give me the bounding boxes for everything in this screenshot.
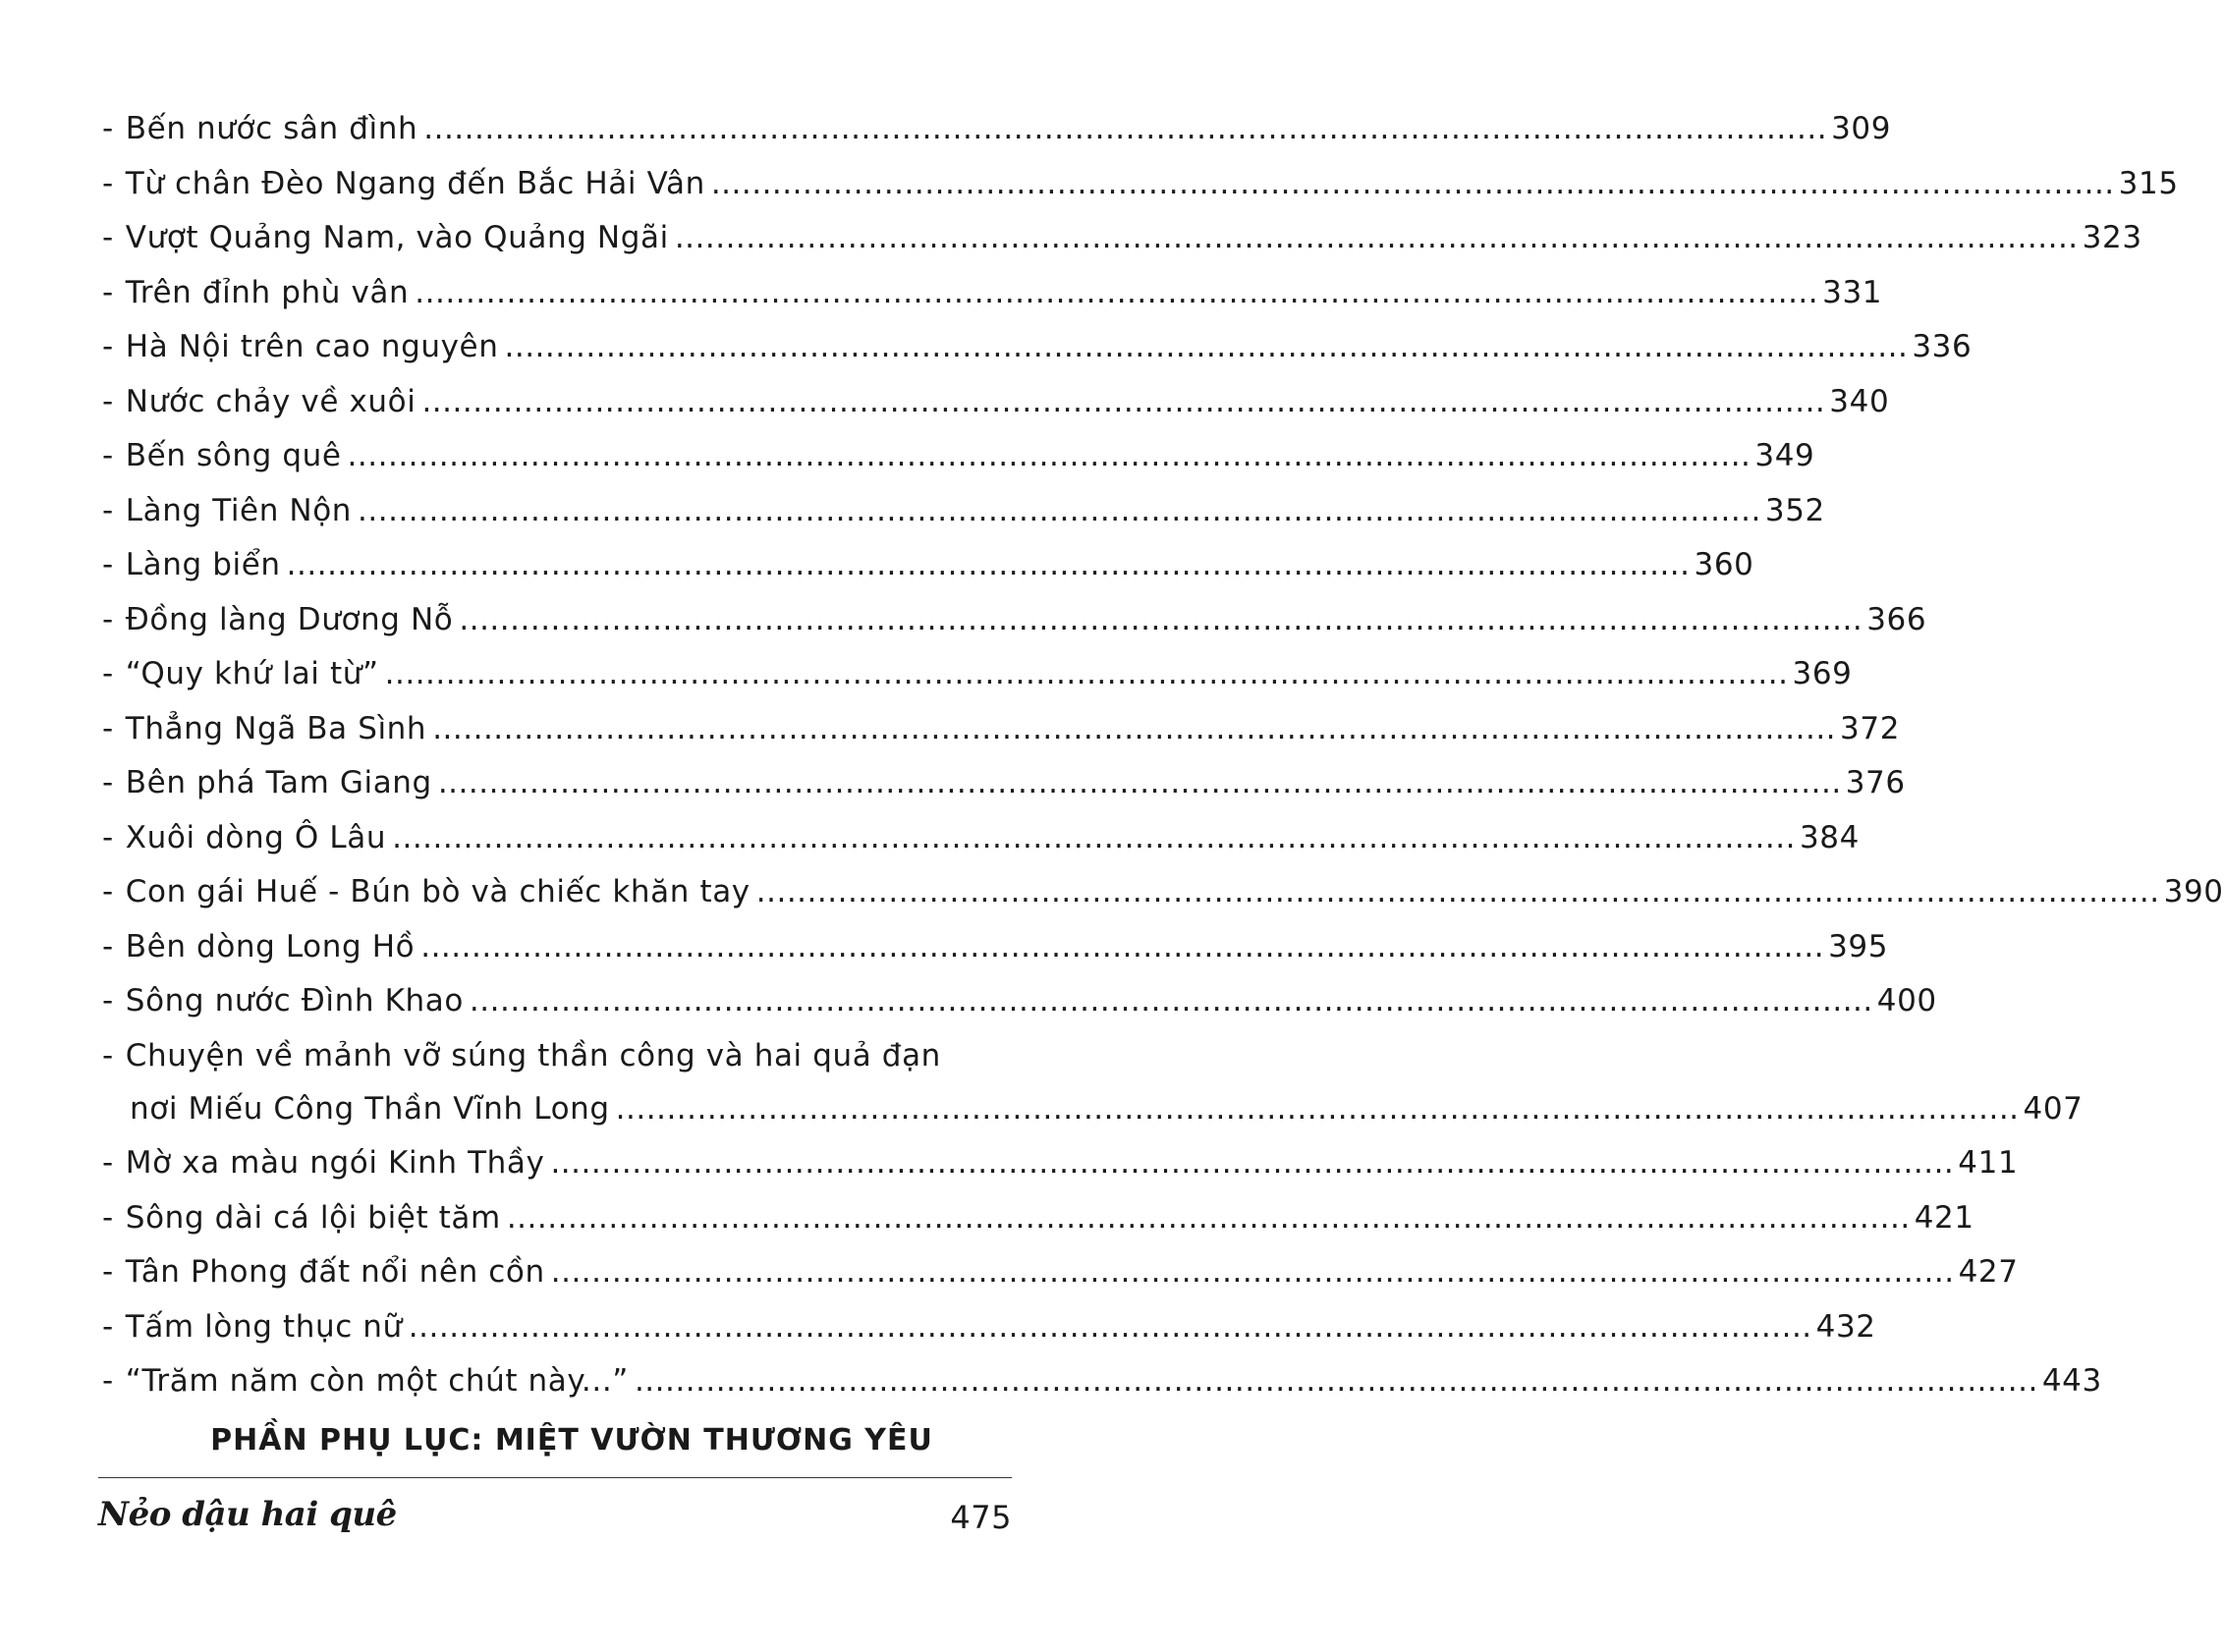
toc-dash: - bbox=[102, 1037, 114, 1074]
toc-entry-title: Con gái Huế - Bún bò và chiếc khăn tay bbox=[125, 874, 751, 909]
toc-entry-page: 372 bbox=[1840, 710, 1901, 746]
toc-entry bbox=[102, 157, 2179, 212]
toc-entry bbox=[102, 375, 1890, 430]
toc-dash: - bbox=[102, 1308, 114, 1345]
toc-leader-dots: .......................................................................................................................................... bbox=[550, 1145, 1955, 1181]
toc-entry bbox=[102, 484, 1825, 539]
toc-entry-page: 400 bbox=[1876, 983, 1937, 1019]
toc-entry-long bbox=[102, 1029, 1012, 1082]
toc-dash: - bbox=[102, 765, 114, 800]
toc-leader-dots: .......................................................................................................................................... bbox=[710, 165, 2115, 201]
toc-group-2 bbox=[102, 1136, 2102, 1409]
toc-entry bbox=[102, 974, 1937, 1029]
toc-entry-page: 395 bbox=[1828, 928, 1889, 964]
toc-entry-page: 376 bbox=[1845, 765, 1906, 800]
toc-entry-title: Vượt Quảng Nam, vào Quảng Ngãi bbox=[125, 220, 669, 255]
toc-leader-dots: .......................................................................................................................................... bbox=[550, 1254, 1955, 1290]
toc-entry-page: 323 bbox=[2082, 220, 2142, 255]
toc-dash: - bbox=[102, 438, 114, 473]
toc-entry-page: 421 bbox=[1914, 1199, 1974, 1236]
toc-entry-title: Bên dòng Long Hồ bbox=[125, 928, 416, 964]
toc-dash: - bbox=[102, 710, 114, 746]
toc-leader-dots: .......................................................................................................................................... bbox=[408, 1308, 1812, 1345]
toc-entry-page: 369 bbox=[1792, 656, 1853, 691]
toc-entry-long-continuation bbox=[102, 1082, 2084, 1137]
toc-entry-title: Từ chân Đèo Ngang đến Bắc Hải Vân bbox=[125, 165, 705, 201]
toc-dash: - bbox=[102, 220, 114, 255]
toc-entry-title-line1: Chuyện về mảnh vỡ súng thần công và hai quả đạn bbox=[125, 1037, 941, 1074]
toc-entry bbox=[102, 647, 1853, 702]
toc-leader-dots: .......................................................................................................................................... bbox=[347, 438, 1751, 473]
toc-entry bbox=[102, 538, 1754, 593]
toc-dash: - bbox=[102, 601, 114, 637]
toc-entry bbox=[102, 429, 1815, 484]
toc-entry bbox=[102, 1191, 1974, 1246]
toc-leader-dots: .......................................................................................................................................... bbox=[415, 274, 1819, 310]
toc-entry-page: 390 bbox=[2163, 874, 2224, 909]
toc-leader-dots: .......................................................................................................................................... bbox=[286, 547, 1691, 582]
table-of-contents bbox=[102, 102, 2224, 1468]
toc-leader-dots: .......................................................................................................................................... bbox=[421, 383, 1826, 419]
toc-entry bbox=[102, 920, 1889, 975]
toc-entry-title: “Quy khứ lai từ” bbox=[125, 656, 379, 691]
toc-entry-title: Sông dài cá lội biệt tăm bbox=[125, 1199, 501, 1236]
toc-entry bbox=[102, 756, 1906, 811]
toc-entry bbox=[102, 1354, 2102, 1409]
footer-book-title: Nẻo dậu hai quê bbox=[98, 1495, 397, 1534]
toc-entry-title: Xuôi dòng Ô Lâu bbox=[125, 819, 387, 855]
toc-dash: - bbox=[102, 274, 114, 310]
toc-entry-title: Bến sông quê bbox=[125, 438, 342, 473]
toc-entry-page: 360 bbox=[1694, 547, 1754, 582]
toc-dash: - bbox=[102, 329, 114, 364]
toc-entry-page: 309 bbox=[1831, 111, 1892, 146]
toc-dash: - bbox=[102, 492, 114, 528]
toc-entry-page: 427 bbox=[1958, 1254, 2019, 1290]
toc-entry-title: Bên phá Tam Giang bbox=[125, 765, 432, 800]
toc-entry-page: 407 bbox=[2023, 1090, 2084, 1127]
toc-leader-dots: .......................................................................................................................................... bbox=[634, 1363, 2038, 1399]
toc-dash: - bbox=[102, 111, 114, 146]
toc-entry-title: Mờ xa màu ngói Kinh Thầy bbox=[125, 1145, 545, 1181]
toc-entry bbox=[102, 865, 2224, 920]
toc-dash: - bbox=[102, 983, 114, 1019]
toc-entry-title: Tấm lòng thục nữ bbox=[125, 1308, 403, 1345]
toc-entry-title: Hà Nội trên cao nguyên bbox=[125, 329, 499, 364]
toc-entry-page: 366 bbox=[1866, 601, 1927, 637]
toc-entry-title-line2: nơi Miếu Công Thần Vĩnh Long bbox=[130, 1090, 610, 1127]
toc-leader-dots: .......................................................................................................................................... bbox=[504, 329, 1909, 364]
toc-dash: - bbox=[102, 656, 114, 691]
toc-entry-title: Làng biển bbox=[125, 547, 281, 582]
toc-entry-title: Nước chảy về xuôi bbox=[125, 383, 417, 419]
toc-entry bbox=[102, 211, 2142, 266]
toc-entry-title: “Trăm năm còn một chút này...” bbox=[125, 1363, 629, 1399]
toc-entry-title: Tân Phong đất nổi nên cồn bbox=[125, 1254, 545, 1290]
toc-dash: - bbox=[102, 1145, 114, 1181]
toc-entry-page: 349 bbox=[1754, 438, 1815, 473]
toc-entry-page: 411 bbox=[1958, 1145, 2019, 1181]
toc-group-1 bbox=[102, 102, 2224, 1029]
toc-entry-title: Sông nước Đình Khao bbox=[125, 983, 464, 1019]
toc-entry bbox=[102, 1300, 1876, 1355]
toc-entry bbox=[102, 1245, 2019, 1300]
toc-dash: - bbox=[102, 1254, 114, 1290]
toc-dash: - bbox=[102, 928, 114, 964]
toc-entry-page: 352 bbox=[1764, 492, 1825, 528]
toc-leader-dots: .......................................................................................................................................... bbox=[423, 111, 1828, 146]
toc-leader-dots: .......................................................................................................................................... bbox=[437, 765, 1842, 800]
toc-entry-title: Trên đỉnh phù vân bbox=[125, 274, 410, 310]
toc-dash: - bbox=[102, 1363, 114, 1399]
toc-dash: - bbox=[102, 819, 114, 855]
footer-page-number: 475 bbox=[950, 1499, 1012, 1536]
toc-dash: - bbox=[102, 874, 114, 909]
toc-entry bbox=[102, 266, 1883, 321]
toc-entry-page: 315 bbox=[2118, 165, 2179, 201]
toc-entry-title: Làng Tiên Nộn bbox=[125, 492, 353, 528]
toc-dash: - bbox=[102, 383, 114, 419]
toc-entry bbox=[102, 811, 1860, 866]
toc-leader-dots: .......................................................................................................................................... bbox=[420, 928, 1825, 964]
toc-leader-dots: .......................................................................................................................................... bbox=[459, 601, 1863, 637]
toc-entry-page: 336 bbox=[1912, 329, 1973, 364]
toc-dash: - bbox=[102, 547, 114, 582]
toc-leader-dots: .......................................................................................................................................... bbox=[615, 1090, 2020, 1127]
toc-dash: - bbox=[102, 1199, 114, 1236]
toc-entry bbox=[102, 102, 1892, 157]
toc-leader-dots: .......................................................................................................................................... bbox=[755, 874, 2160, 909]
toc-leader-dots: .......................................................................................................................................... bbox=[506, 1199, 1911, 1236]
toc-dash: - bbox=[102, 165, 114, 201]
toc-entry-page: 384 bbox=[1799, 819, 1860, 855]
toc-leader-dots: .......................................................................................................................................... bbox=[469, 983, 1873, 1019]
footer-divider bbox=[98, 1477, 1012, 1478]
appendix-heading: PHẦN PHỤ LỤC: MIỆT VƯỜN THƯƠNG YÊU bbox=[210, 1422, 933, 1458]
toc-entry-page: 331 bbox=[1822, 274, 1883, 310]
toc-entry bbox=[102, 593, 1927, 648]
toc-entry bbox=[102, 320, 1973, 375]
toc-entry-page: 443 bbox=[2041, 1363, 2102, 1399]
toc-leader-dots: .......................................................................................................................................... bbox=[432, 710, 1837, 746]
toc-entry bbox=[102, 1136, 2019, 1191]
toc-leader-dots: .......................................................................................................................................... bbox=[392, 819, 1796, 855]
toc-entry-title: Đồng làng Dương Nỗ bbox=[125, 601, 454, 637]
toc-leader-dots: .......................................................................................................................................... bbox=[384, 656, 1789, 691]
toc-entry-page: 432 bbox=[1815, 1308, 1876, 1345]
toc-entry-page: 340 bbox=[1829, 383, 1890, 419]
toc-entry bbox=[102, 702, 1901, 757]
toc-leader-dots: .......................................................................................................................................... bbox=[358, 492, 1761, 528]
toc-entry-title: Bến nước sân đình bbox=[125, 111, 418, 146]
toc-leader-dots: .......................................................................................................................................... bbox=[674, 220, 2079, 255]
toc-entry-title: Thẳng Ngã Ba Sình bbox=[125, 710, 427, 746]
